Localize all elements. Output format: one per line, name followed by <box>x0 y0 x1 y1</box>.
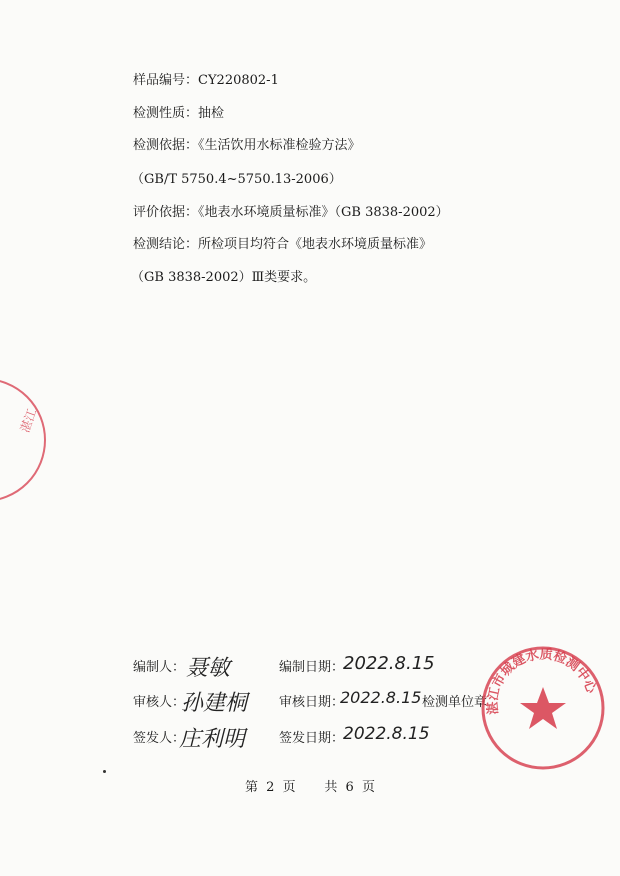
sample-number-line <box>133 73 279 89</box>
compiler-label: 编制人： <box>133 660 186 675</box>
issuer-row <box>133 731 185 747</box>
reviewer-signature: 孙建桐 <box>181 691 248 716</box>
sample-number-value: CY220802-1 <box>198 73 279 88</box>
unit-seal-stamp <box>478 643 608 773</box>
eval-basis-line <box>133 205 449 221</box>
review-date-row <box>279 695 344 711</box>
compile-date-value: 2022.8.15 <box>343 653 435 674</box>
total-unit: 页 <box>361 780 375 795</box>
conclusion-line <box>133 237 432 253</box>
page-footer <box>0 776 620 795</box>
compile-date-label: 编制日期： <box>279 660 345 675</box>
issue-date-row <box>279 731 344 747</box>
ink-dot <box>103 770 106 773</box>
test-basis-standard-line <box>131 172 342 188</box>
test-basis-value: 《生活饮用水标准检验方法》 <box>198 138 361 153</box>
issuer-label: 签发人： <box>133 731 186 746</box>
test-basis-label: 检测依据： <box>133 138 199 153</box>
total-prefix: 共 <box>324 780 338 795</box>
test-basis-line <box>133 138 361 154</box>
unit-seal-label: 检测单位章 <box>422 695 488 710</box>
test-nature-value: 抽检 <box>198 106 225 121</box>
test-nature-label: 检测性质： <box>133 106 199 121</box>
seal-text: 湛江市城建水质检测中心 <box>485 647 599 716</box>
reviewer-label: 审核人： <box>133 695 186 710</box>
review-date-label: 审核日期： <box>279 695 345 710</box>
star-icon <box>520 687 566 729</box>
test-basis-standard: （GB/T 5750.4~5750.13-2006） <box>131 172 342 187</box>
conclusion-label: 检测结论： <box>133 237 199 252</box>
conclusion-cont-line <box>131 270 316 286</box>
eval-basis-label: 评价依据： <box>133 205 199 220</box>
issue-date-label: 签发日期： <box>279 731 345 746</box>
page-prefix: 第 <box>245 780 259 795</box>
bleed-through-watermark <box>205 368 249 417</box>
left-seal-fragment <box>0 378 46 502</box>
left-seal-text: 湛江 <box>17 406 40 435</box>
page-number: 2 <box>266 780 275 795</box>
sample-number-label: 样品编号： <box>133 73 199 88</box>
issuer-signature: 庄利明 <box>179 727 246 752</box>
conclusion-cont: （GB 3838-2002）Ⅲ类要求。 <box>131 270 317 285</box>
reviewer-row <box>133 695 185 711</box>
review-date-value: 2022.8.15 <box>340 688 422 707</box>
compiler-signature: 聂敏 <box>186 656 231 681</box>
test-nature-line <box>133 106 224 122</box>
page-unit: 页 <box>282 780 296 795</box>
conclusion-value: 所检项目均符合《地表水环境质量标准》 <box>198 237 433 252</box>
eval-basis-value: 《地表水环境质量标准》（GB 3838-2002） <box>198 205 449 220</box>
issue-date-value: 2022.8.15 <box>343 724 430 744</box>
total-number: 6 <box>345 780 354 795</box>
compile-date-row <box>279 660 344 676</box>
compiler-row <box>133 660 185 676</box>
